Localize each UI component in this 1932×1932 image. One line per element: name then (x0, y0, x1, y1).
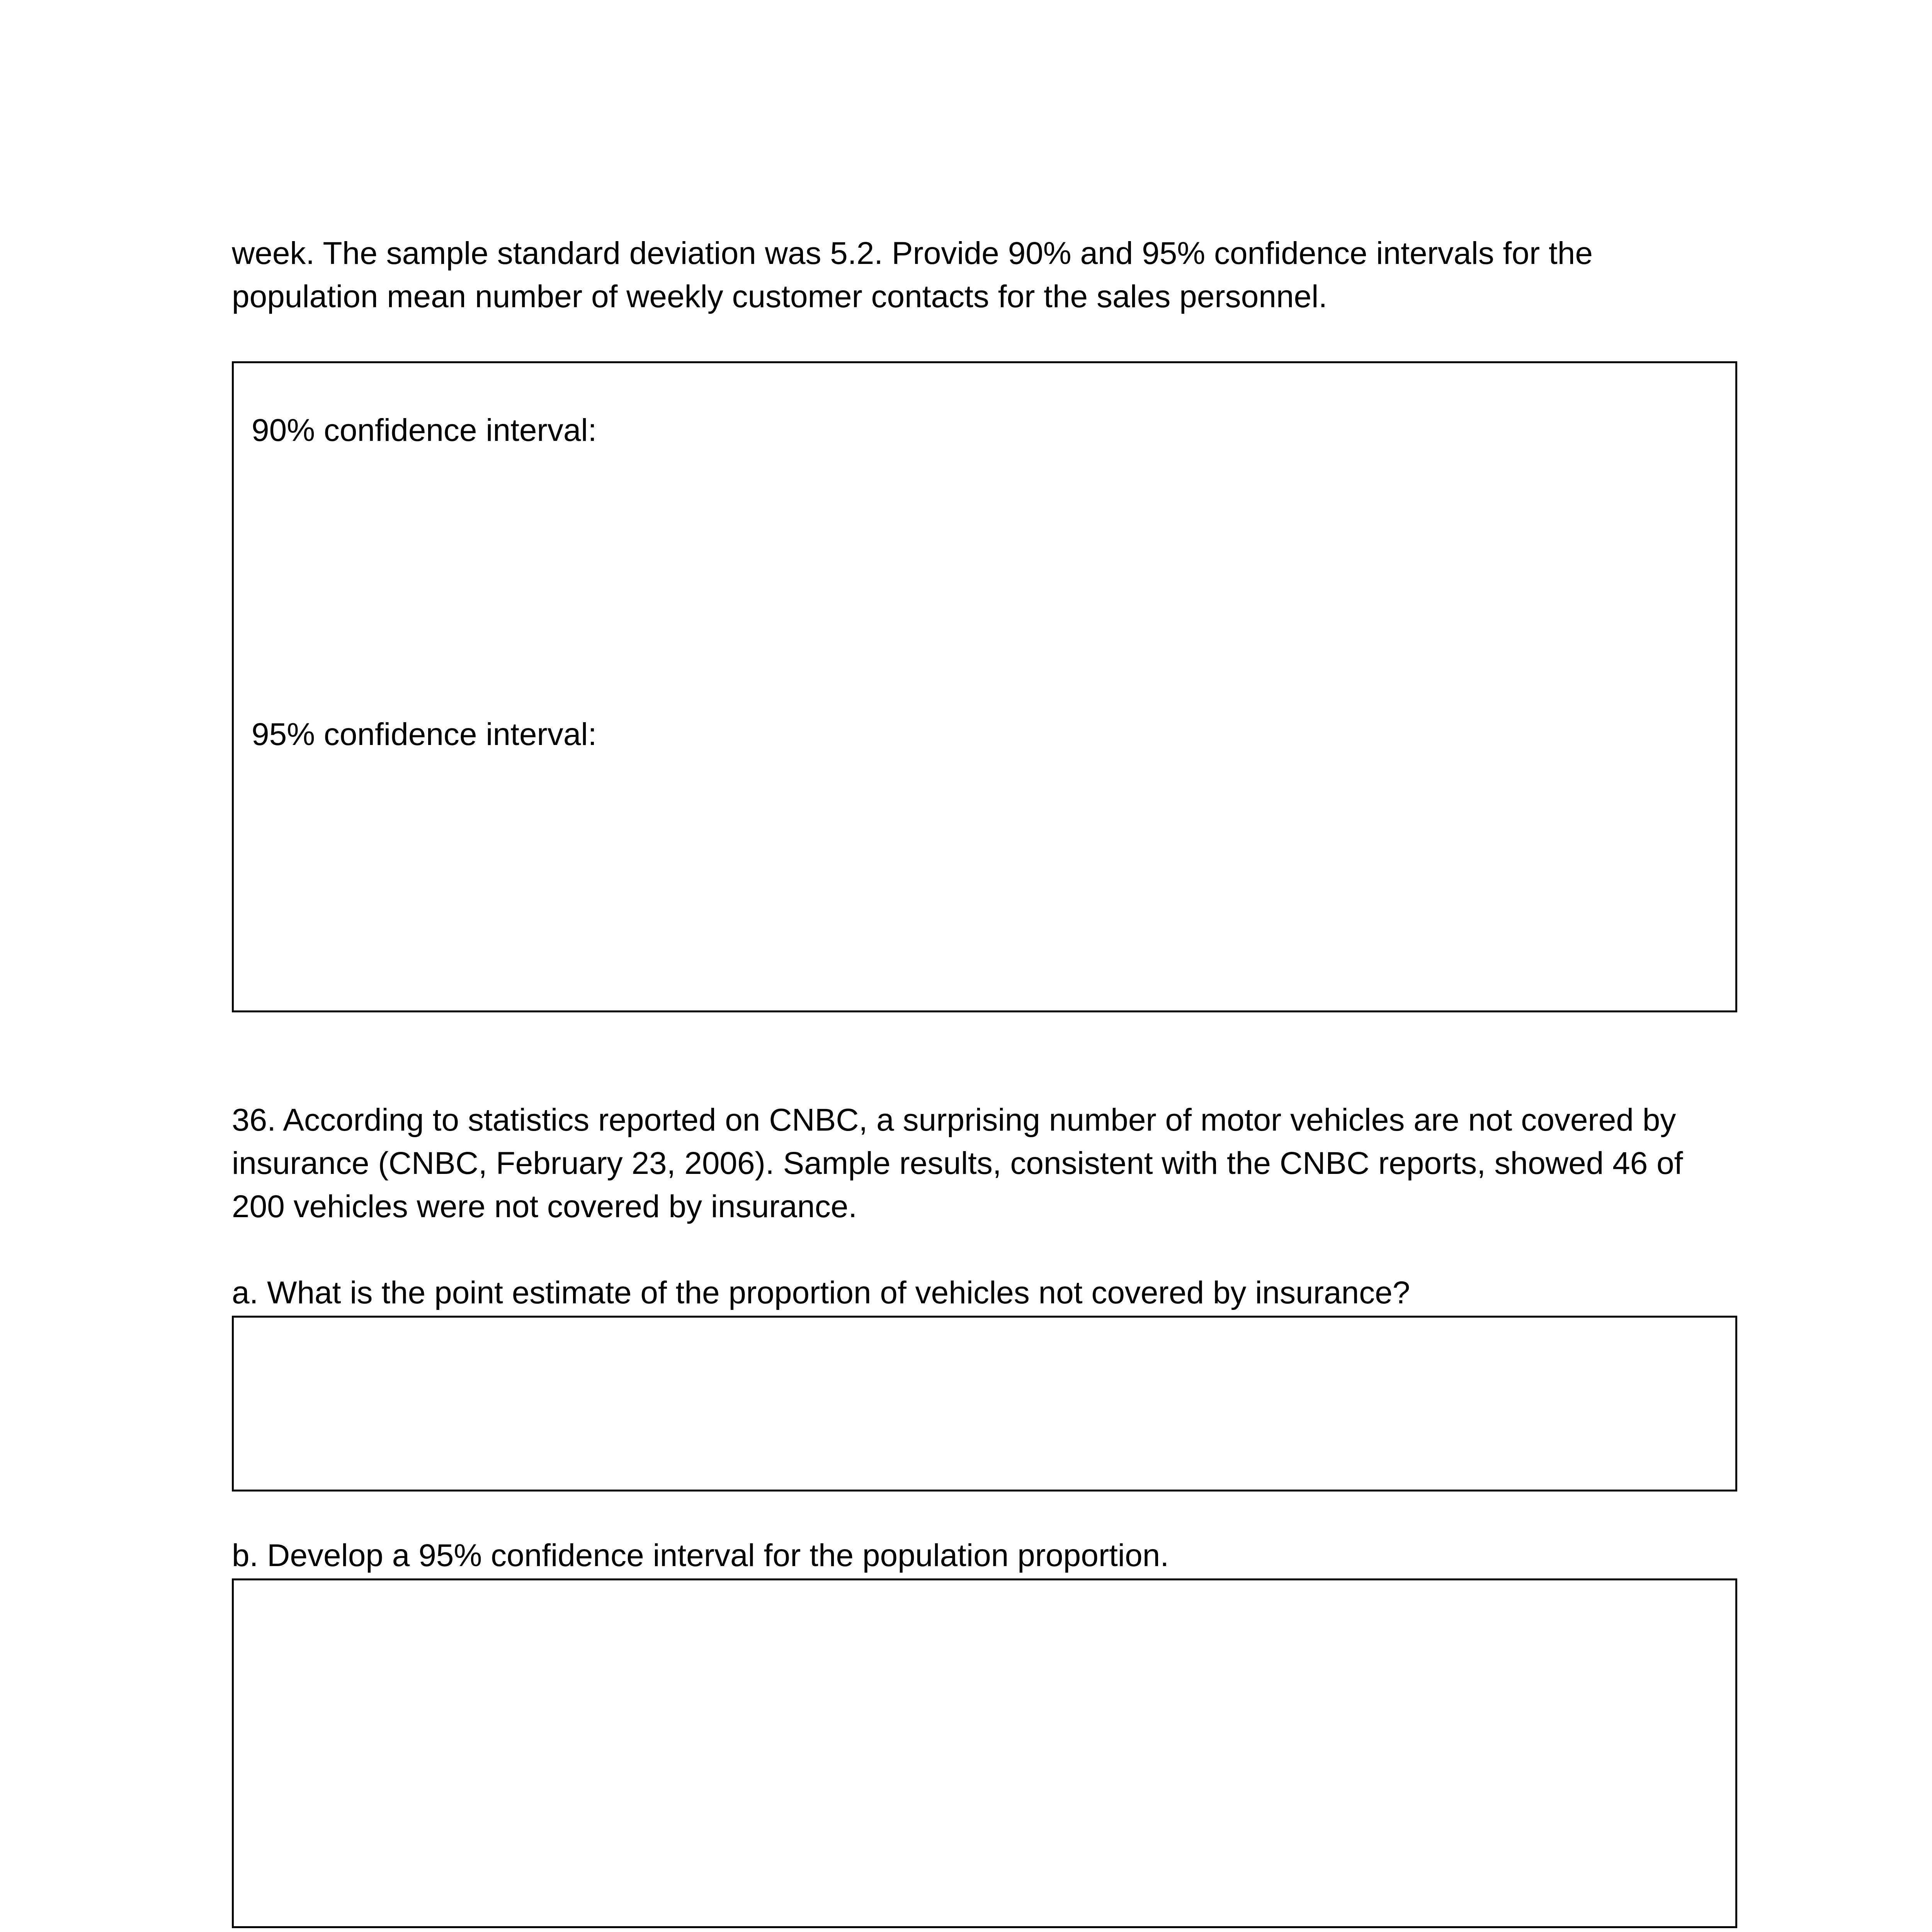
label-95-confidence-interval: 95% confidence interval: (252, 717, 597, 752)
answer-box-part-a[interactable] (232, 1316, 1737, 1492)
question-36-part-b: b. Develop a 95% confidence interval for the population proportion. (232, 1538, 1169, 1573)
question-35-continuation: week. The sample standard deviation was 5.2. Provide 90% and 95% confidence intervals for the population mean number of weekly customer contacts for the sales personnel. (232, 236, 1593, 314)
question-36-part-a: a. What is the point estimate of the proportion of vehicles not covered by insurance? (232, 1275, 1410, 1310)
question-36-intro: 36. According to statistics reported on CNBC, a surprising number of motor vehicles are not covered by insurance (CNBC, February 23, 2006). Sample results, consistent with the CNBC reports, showed 46 of 200 vehicles were not covered by insurance. (232, 1102, 1683, 1224)
label-90-confidence-interval: 90% confidence interval: (252, 413, 597, 448)
answer-box-part-b[interactable] (232, 1578, 1737, 1928)
answer-box-confidence-intervals[interactable] (232, 361, 1737, 1012)
